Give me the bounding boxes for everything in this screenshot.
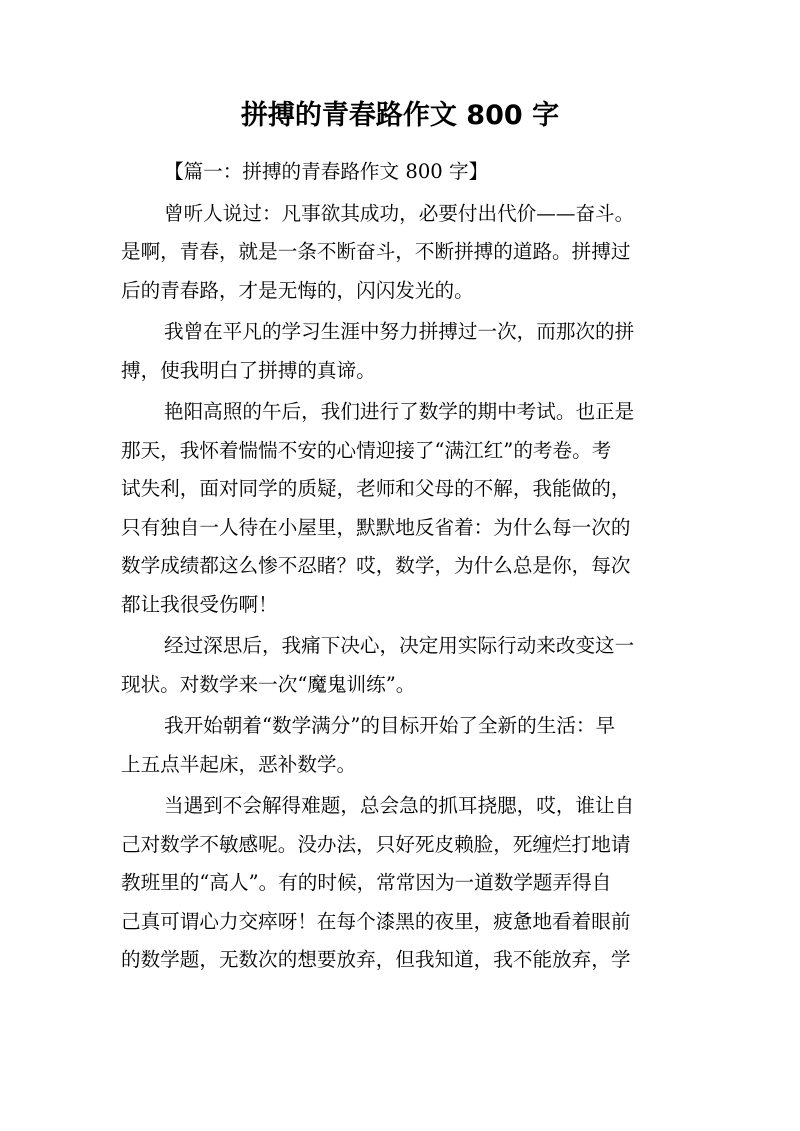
paragraph-4-line-1: 经过深思后，我痛下决心，决定用实际行动来改变这一 [164,634,635,657]
paragraph-3-line-3: 试失利，面对同学的质疑，老师和父母的不解，我能做的， [121,477,631,500]
paragraph-5-line-2: 上五点半起床，恶补数学。 [121,752,357,776]
paragraph-6-line-3: 教班里的“高人”。有的时候，常常因为一道数学题弄得自 [121,871,612,894]
paragraph-4-line-2: 现状。对数学来一次“魔鬼训练”。 [121,672,416,696]
document-title: 拼搏的青春路作文 800 字 [240,100,560,131]
paragraph-3-line-2: 那天，我怀着惴惴不安的心情迎接了“满江红”的考卷。考 [121,438,612,462]
paragraph-1-line-1: 曾听人说过：凡事欲其成功，必要付出代价——奋斗。 [164,201,635,225]
paragraph-6-line-1: 当遇到不会解得难题，总会急的抓耳挠腮，哎，谁让自 [164,794,635,817]
paragraph-6-line-2: 己对数学不敏感呢。没办法，只好死皮赖脸，死缠烂打地请 [121,832,631,856]
paragraph-6-line-5: 的数学题，无数次的想要放弃，但我知道，我不能放弃，学 [121,948,631,971]
paragraph-6-line-4: 己真可谓心力交瘁呀！在每个漆黑的夜里，疲惫地看着眼前 [121,909,631,933]
paragraph-3-line-1: 艳阳高照的午后，我们进行了数学的期中考试。也正是 [164,400,635,423]
paragraph-3-line-5: 数学成绩都这么惨不忍睹？哎，数学，为什么总是你，每次 [121,554,631,577]
paragraph-2-line-1: 我曾在平凡的学习生涯中努力拼搏过一次，而那次的拼 [164,320,635,343]
document-body [121,153,681,980]
paragraph-3-line-4: 只有独自一人待在小屋里，默默地反省着：为什么每一次的 [121,515,631,539]
paragraph-1-line-2: 是啊，青春，就是一条不断奋斗，不断拼搏的道路。拼搏过 [121,240,631,263]
paragraph-5-line-1: 我开始朝着“数学满分”的目标开始了全新的生活：早 [164,714,616,737]
paragraph-2-line-2: 搏，使我明白了拼搏的真谛。 [121,358,376,382]
paragraph-1-line-3: 后的青春路，才是无悔的，闪闪发光的。 [121,278,474,302]
section-heading: 【篇一：拼搏的青春路作文 800 字】 [164,160,489,183]
paragraph-3-line-6: 都让我很受伤啊！ [121,592,278,616]
